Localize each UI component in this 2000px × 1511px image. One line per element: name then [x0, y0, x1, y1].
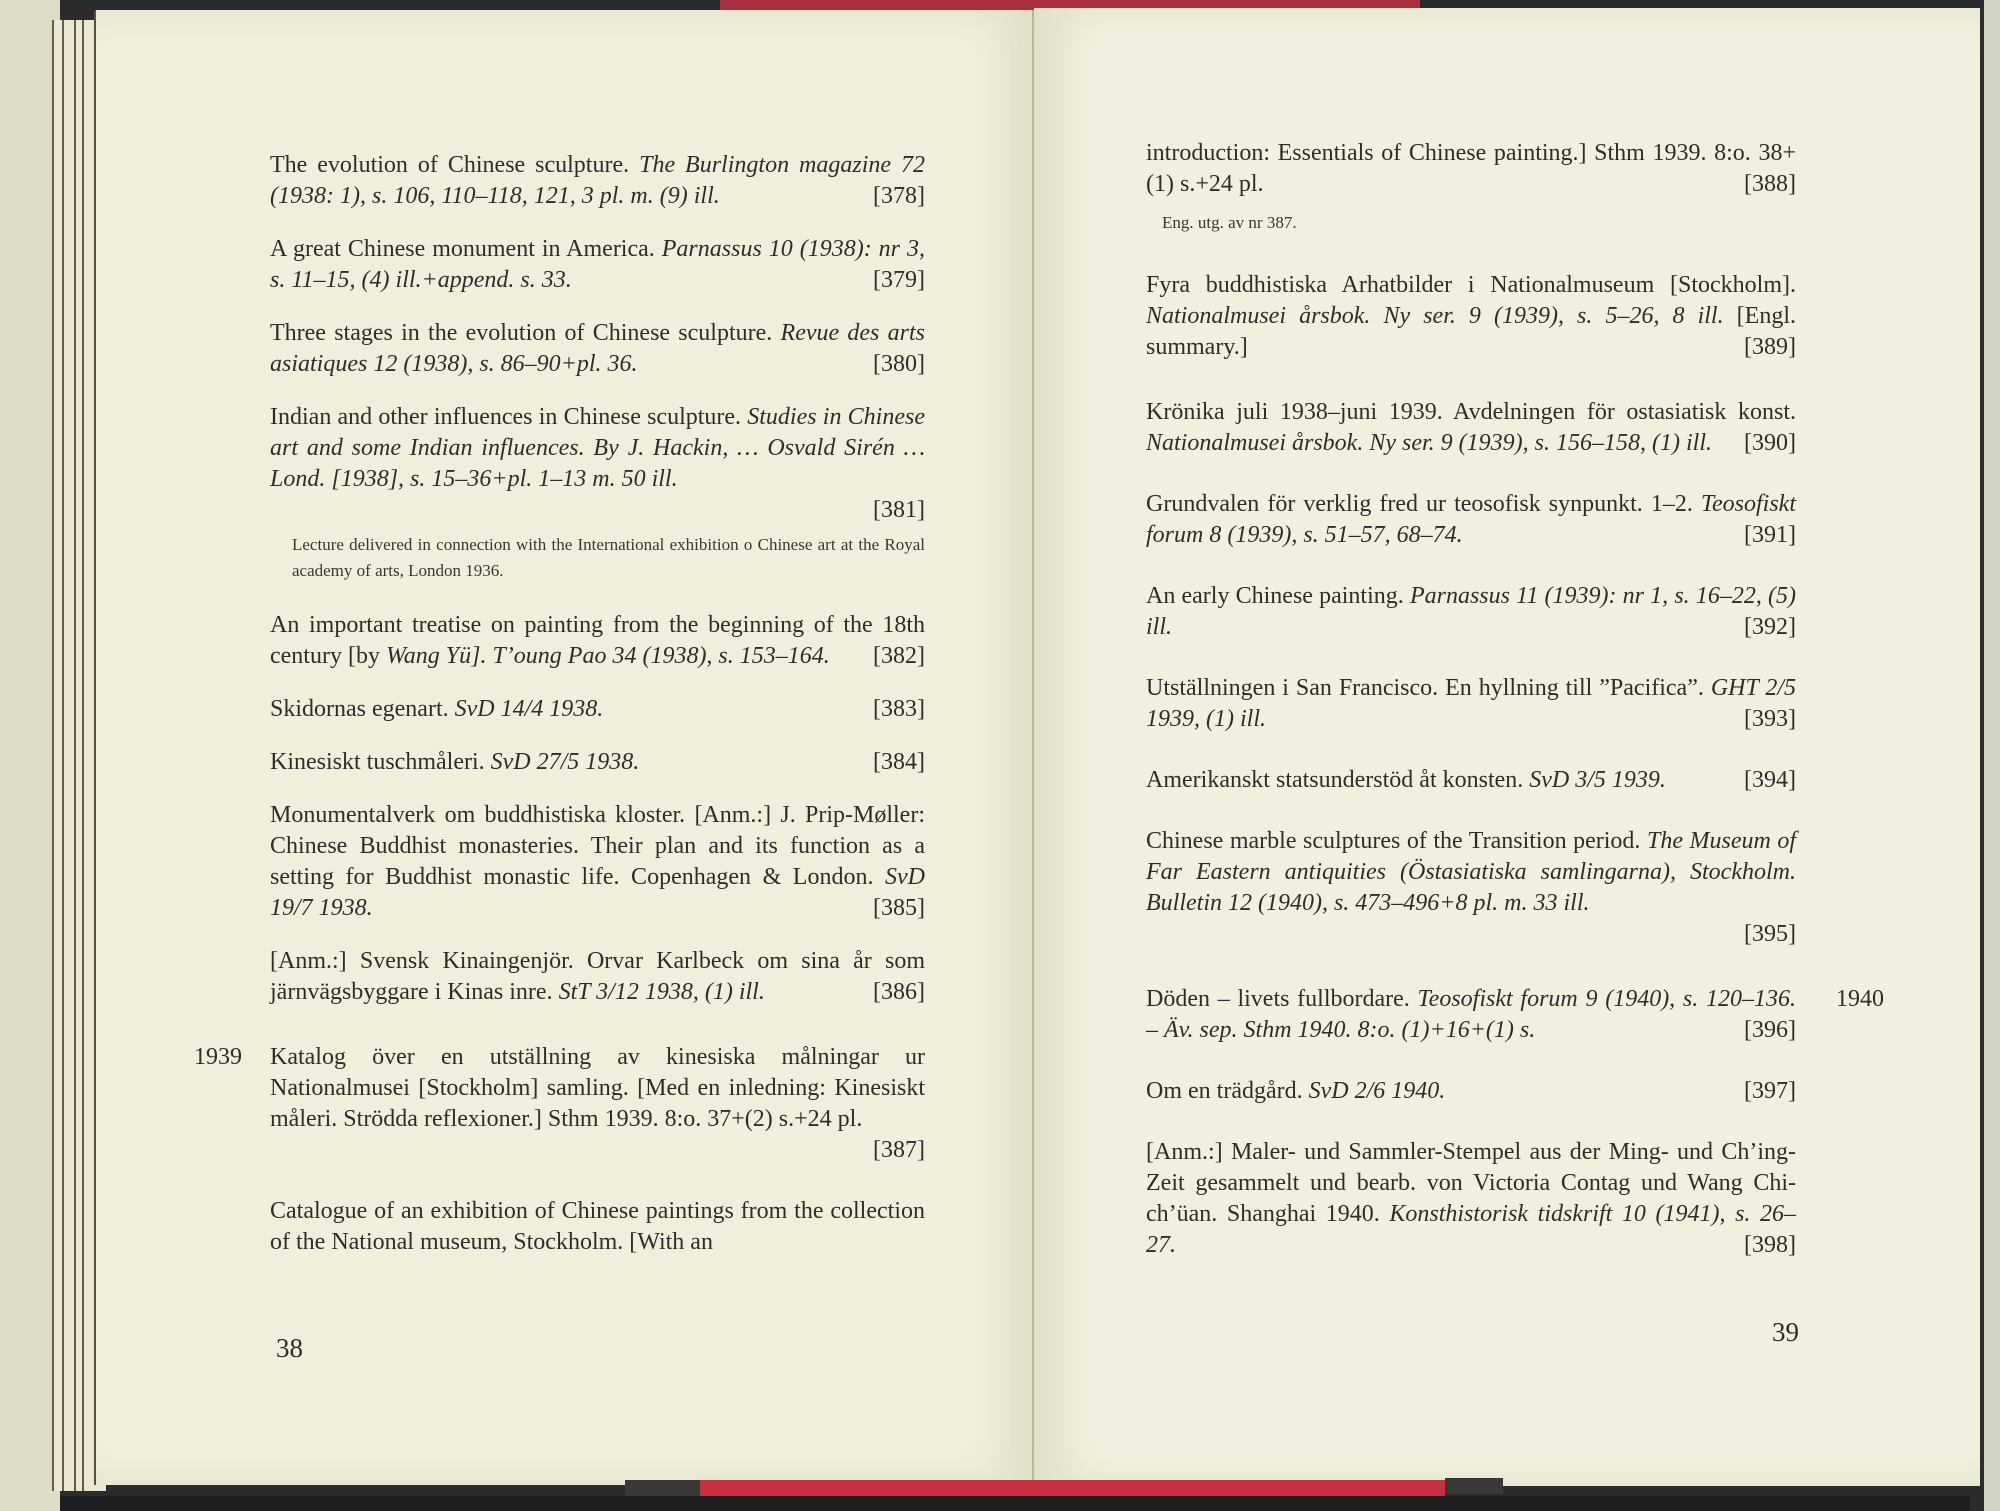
entry-number: [378] [873, 183, 925, 209]
binding-tailband-dark [1445, 1478, 1503, 1494]
bib-entry-392: An early Chinese painting. Parnassus 11 (1939): nr 1, s. 16–22, (5) ill. [392] [1146, 581, 1796, 643]
cover-edge-bottom [60, 1496, 1970, 1511]
entry-number: [390] [1744, 430, 1796, 456]
entry-number: [394] [1744, 767, 1796, 793]
binding-tailband-red [700, 1480, 1445, 1496]
bib-entry-394: Amerikanskt statsunderstöd åt konsten. SvD 3/5 1939. [394] [1146, 765, 1796, 796]
entry-number: [382] [873, 643, 925, 669]
cover-edge-right [1984, 0, 2000, 1511]
entry-number: [386] [873, 979, 925, 1005]
bib-entry-381: Indian and other influences in Chinese sculpture. Studies in Chinese art and some Indian influences. By J. Hackin, … Osvald Sirén … Lond. [1938], s. 15–36+pl. 1–13 m. 50 ill. [381] [270, 402, 925, 526]
bib-entry-379: A great Chinese monument in America. Parnassus 10 (1938): nr 3, s. 11–15, (4) ill.+append. s. 33. [379] [270, 234, 925, 296]
entry-number: [387] [873, 1137, 925, 1163]
bib-entry-388-start: Catalogue of an exhibition of Chinese paintings from the collection of the National museum, Stockholm. [With an [270, 1198, 925, 1255]
bib-entry-389: Fyra buddhistiska Arhatbilder i Nationalmuseum [Stockholm]. Nationalmusei årsbok. Ny ser. 9 (1939), s. 5–26, 8 ill. [Engl. summary.] [389] [1146, 270, 1796, 363]
bib-entry-385: Monumentalverk om buddhistiska kloster. [Anm.:] J. Prip-Møller: Chinese Buddhist monasteries. Their plan and its function as a setting for Buddhist monastic life. Copenhagen & London. SvD 19/7 1938. [385] [270, 800, 925, 924]
entry-number: [383] [873, 696, 925, 722]
entry-number: [395] [1744, 921, 1796, 947]
bib-entry-380: Three stages in the evolution of Chinese sculpture. Revue des arts asiatiques 12 (1938), s. 86–90+pl. 36. [380] [270, 318, 925, 380]
page-number-right: 39 [1772, 1317, 1799, 1347]
entry-number: [381] [873, 497, 925, 523]
right-page-text [1146, 138, 1884, 1261]
bib-entry-387: 1939 Katalog över en utställning av kinesiska målningar ur Nationalmusei [Stockholm] samling. [Med en inledning: Kinesiskt måleri. Strödda reflexioner.] Sthm 1939. 8:o. 37+(2) s.+24 pl. [387] [270, 1042, 925, 1166]
page-number-left: 38 [276, 1333, 303, 1363]
page-stack-edge-left [0, 0, 60, 1511]
entry-number: [397] [1744, 1078, 1796, 1104]
bib-entry-384: Kinesiskt tuschmåleri. SvD 27/5 1938. [384] [270, 747, 925, 778]
entry-number: [389] [1744, 334, 1796, 360]
bib-entry-397: Om en trädgård. SvD 2/6 1940. [397] [1146, 1076, 1796, 1107]
entry-number: [379] [873, 267, 925, 293]
bib-note-381: Lecture delivered in connection with the International exhibition o Chinese art at the Royal academy of arts, London 1936. [292, 535, 925, 580]
margin-year-1940: 1940 [1836, 986, 1884, 1012]
entry-number: [385] [873, 895, 925, 921]
entry-number: [380] [873, 351, 925, 377]
entry-number: [391] [1744, 522, 1796, 548]
bib-entry-391: Grundvalen för verklig fred ur teosofisk synpunkt. 1–2. Teosofiskt forum 8 (1939), s. 51–57, 68–74. [391] [1146, 489, 1796, 551]
bib-entry-386: [Anm.:] Svensk Kinaingenjör. Orvar Karlbeck om sina år som järnvägsbyggare i Kinas inre. StT 3/12 1938, (1) ill. [386] [270, 946, 925, 1008]
margin-year-1939: 1939 [194, 1044, 242, 1070]
entry-number: [388] [1744, 171, 1796, 197]
bib-entry-396: 1940 Döden – livets fullbordare. Teosofiskt forum 9 (1940), s. 120–136. – Äv. sep. Sthm 1940. 8:o. (1)+16+(1) s. [396] [1146, 984, 1796, 1046]
bib-entry-390: Krönika juli 1938–juni 1939. Avdelningen för ostasiatisk konst. Nationalmusei årsbok. Ny ser. 9 (1939), s. 156–158, (1) ill. [390] [1146, 397, 1796, 459]
entry-number: [396] [1744, 1017, 1796, 1043]
bib-entry-393: Utställningen i San Francisco. En hyllning till ”Pacifica”. GHT 2/5 1939, (1) ill. [393] [1146, 673, 1796, 735]
bib-note-388: Eng. utg. av nr 387. [1162, 213, 1297, 232]
entry-number: [398] [1744, 1232, 1796, 1258]
bib-entry-383: Skidornas egenart. SvD 14/4 1938. [383] [270, 694, 925, 725]
bib-entry-378: The evolution of Chinese sculpture. The Burlington magazine 72 (1938: 1), s. 106, 110–118, 121, 3 pl. m. (9) ill. [378] [270, 150, 925, 212]
bib-entry-395: Chinese marble sculptures of the Transition period. The Museum of Far Eastern antiquities (Östasiatiska samlingarna), Stockholm. Bulletin 12 (1940), s. 473–496+8 pl. m. 33 ill. [395] [1146, 826, 1796, 950]
bib-entry-382: An important treatise on painting from the beginning of the 18th century [by Wang Yü]. T’oung Pao 34 (1938), s. 153–164. [382] [270, 610, 925, 672]
entry-number: [393] [1744, 706, 1796, 732]
entry-number: [392] [1744, 614, 1796, 640]
entry-number: [384] [873, 749, 925, 775]
left-page-text [194, 150, 925, 1258]
binding-tailband-dark [625, 1480, 700, 1496]
bib-entry-398: [Anm.:] Maler- und Sammler-Stempel aus der Ming- und Ch’ing-Zeit gesammelt und bearb. von Victoria Contag und Wang Chi-ch’üan. Shanghai 1940. Konsthistorisk tidskrift 10 (1941), s. 26–27. [398] [1146, 1137, 1796, 1261]
bib-entry-388: introduction: Essentials of Chinese painting.] Sthm 1939. 8:o. 38+(1) s.+24 pl. [388] [1146, 138, 1796, 200]
gutter [1032, 10, 1034, 1485]
